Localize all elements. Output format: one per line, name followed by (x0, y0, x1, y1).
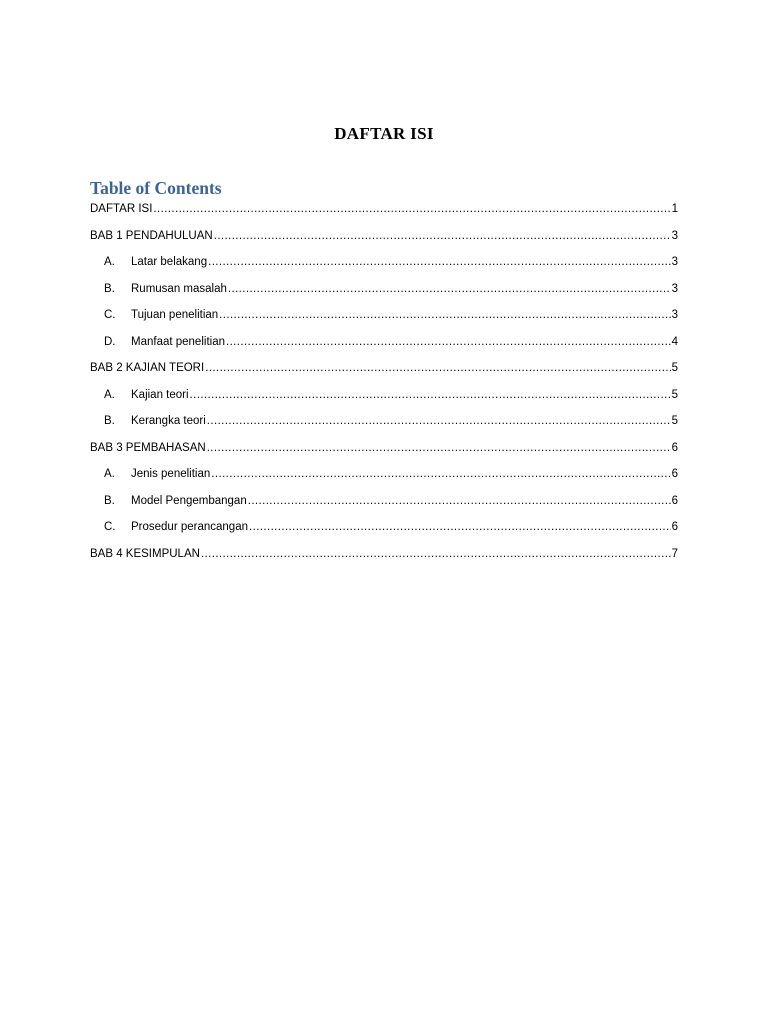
toc-entry-text: Tujuan penelitian (131, 309, 219, 321)
toc-entry-text: Latar belakang (131, 256, 208, 268)
toc-entry[interactable] (90, 442, 678, 469)
toc-dot-leader (226, 336, 671, 348)
toc-entry-page-number: 5 (671, 388, 678, 401)
toc-entry-text: Kerangka teori (131, 415, 206, 427)
toc-entry-text: BAB 2 KAJIAN TEORI (90, 362, 205, 374)
toc-entry[interactable] (90, 309, 678, 336)
toc-entry-page-number: 3 (671, 229, 678, 242)
toc-entry-page-number: 1 (671, 203, 678, 215)
toc-entry-text: Prosedur perancangan (131, 521, 248, 533)
toc-dot-leader (219, 309, 670, 321)
toc-entry[interactable] (90, 389, 678, 416)
toc-entry[interactable] (90, 336, 678, 363)
page-title: DAFTAR ISI (334, 124, 434, 143)
toc-entry-text: BAB 1 PENDAHULUAN (90, 229, 213, 242)
toc-entry[interactable] (90, 362, 678, 389)
toc-entry[interactable] (90, 230, 678, 257)
toc-entry-page-number: 3 (671, 309, 678, 321)
toc-entry[interactable] (90, 203, 678, 230)
toc-dot-leader (201, 548, 671, 560)
toc-entry-letter: A. (104, 388, 115, 401)
toc-entry-text: Manfaat penelitian (131, 335, 225, 348)
toc-entry[interactable] (90, 495, 678, 522)
toc-dot-leader (211, 468, 670, 480)
toc-entry-letter: B. (104, 415, 115, 427)
toc-dot-leader (214, 230, 671, 242)
toc-entry[interactable] (90, 521, 678, 548)
toc-dot-leader (249, 521, 671, 533)
toc-entry-letter: B. (104, 282, 115, 295)
toc-entry-letter: A. (104, 256, 115, 268)
toc-dot-leader (153, 203, 670, 215)
toc-entry-text: DAFTAR ISI (90, 203, 153, 215)
toc-dot-leader (205, 362, 670, 374)
toc-entry-page-number: 6 (671, 468, 678, 480)
toc-entry-letter: C. (104, 309, 116, 321)
toc-entry-page-number: 6 (671, 441, 678, 454)
toc-entry-page-number: 3 (671, 282, 678, 295)
toc-entry-text: Jenis penelitian (131, 468, 211, 480)
toc-entry[interactable] (90, 283, 678, 310)
toc-entry-text: Rumusan masalah (131, 282, 227, 295)
toc-entry-page-number: 6 (671, 521, 678, 533)
table-of-contents (90, 203, 678, 574)
toc-entry-text: BAB 4 KESIMPULAN (90, 547, 200, 560)
toc-dot-leader (248, 495, 671, 507)
toc-entry-letter: C. (104, 521, 116, 533)
toc-entry-letter: A. (104, 468, 115, 480)
toc-entry-text: Model Pengembangan (131, 494, 247, 507)
toc-entry-page-number: 7 (671, 547, 678, 560)
toc-entry[interactable] (90, 415, 678, 442)
toc-entry-page-number: 5 (671, 415, 678, 427)
toc-dot-leader (228, 283, 671, 295)
toc-dot-leader (208, 256, 671, 268)
toc-entry-page-number: 5 (671, 362, 678, 374)
toc-entry-page-number: 4 (671, 335, 678, 348)
toc-entry-letter: D. (104, 335, 116, 348)
toc-entry[interactable] (90, 468, 678, 495)
toc-entry[interactable] (90, 548, 678, 575)
toc-dot-leader (190, 389, 671, 401)
toc-entry-text: Kajian teori (131, 388, 189, 401)
toc-dot-leader (207, 442, 671, 454)
toc-entry-text: BAB 3 PEMBAHASAN (90, 441, 206, 454)
toc-entry-letter: B. (104, 494, 115, 507)
toc-entry[interactable] (90, 256, 678, 283)
toc-entry-page-number: 6 (671, 494, 678, 507)
toc-dot-leader (207, 415, 671, 427)
toc-heading: Table of Contents (90, 178, 222, 198)
toc-entry-page-number: 3 (671, 256, 678, 268)
